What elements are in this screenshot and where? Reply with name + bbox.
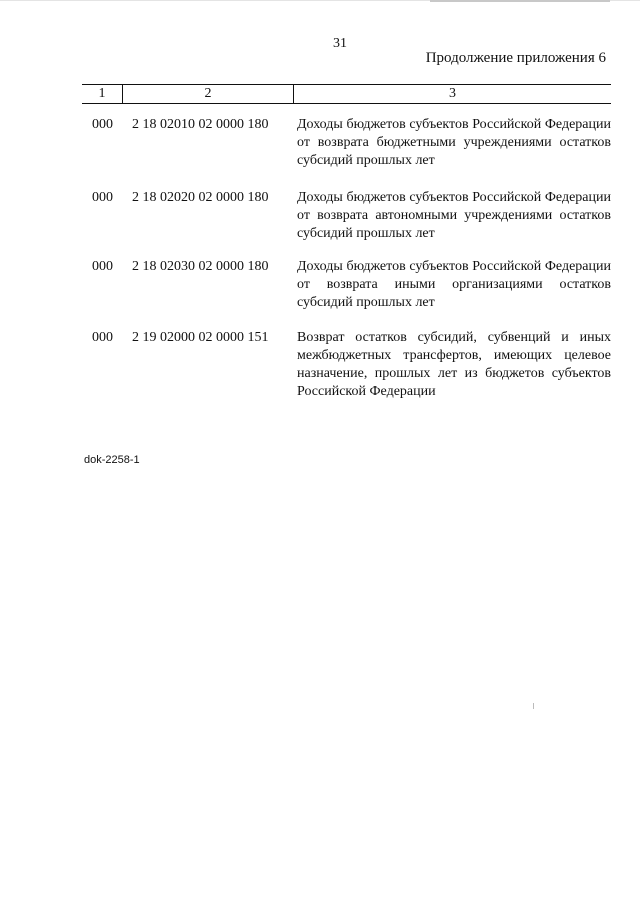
row-description: Доходы бюджетов субъектов Российской Федерации от возврата автономными учреждениями остатков субсидий прошлых лет: [297, 190, 611, 241]
scan-speck: [533, 703, 534, 709]
row-code: 000: [92, 190, 113, 205]
row-classification-code: 2 18 02010 02 0000 180: [132, 117, 269, 132]
document-id: dok-2258-1: [84, 454, 140, 466]
table-header-col-3: 3: [449, 86, 456, 101]
appendix-continuation-note: Продолжение приложения 6: [425, 50, 606, 66]
row-classification-code: 2 18 02020 02 0000 180: [132, 190, 269, 205]
row-code: 000: [92, 259, 113, 274]
top-edge-mark: [430, 0, 610, 2]
row-description: Возврат остатков субсидий, субвенций и иных межбюджетных трансфертов, имеющих целевое назначение, прошлых лет из бюджетов субъектов Российской Федерации: [297, 330, 611, 399]
row-description: Доходы бюджетов субъектов Российской Федерации от возврата иными организациями остатков субсидий прошлых лет: [297, 259, 611, 310]
row-description: Доходы бюджетов субъектов Российской Федерации от возврата бюджетными учреждениями остатков субсидий прошлых лет: [297, 117, 611, 168]
row-classification-code: 2 19 02000 02 0000 151: [132, 330, 269, 345]
table-header-col-2: 2: [123, 85, 294, 103]
table-header-row: [82, 84, 611, 104]
row-classification-code: 2 18 02030 02 0000 180: [132, 259, 269, 274]
table-header-col-1: 1: [82, 85, 123, 103]
row-code: 000: [92, 330, 113, 345]
row-code: 000: [92, 117, 113, 132]
page-number: 31: [333, 36, 347, 51]
